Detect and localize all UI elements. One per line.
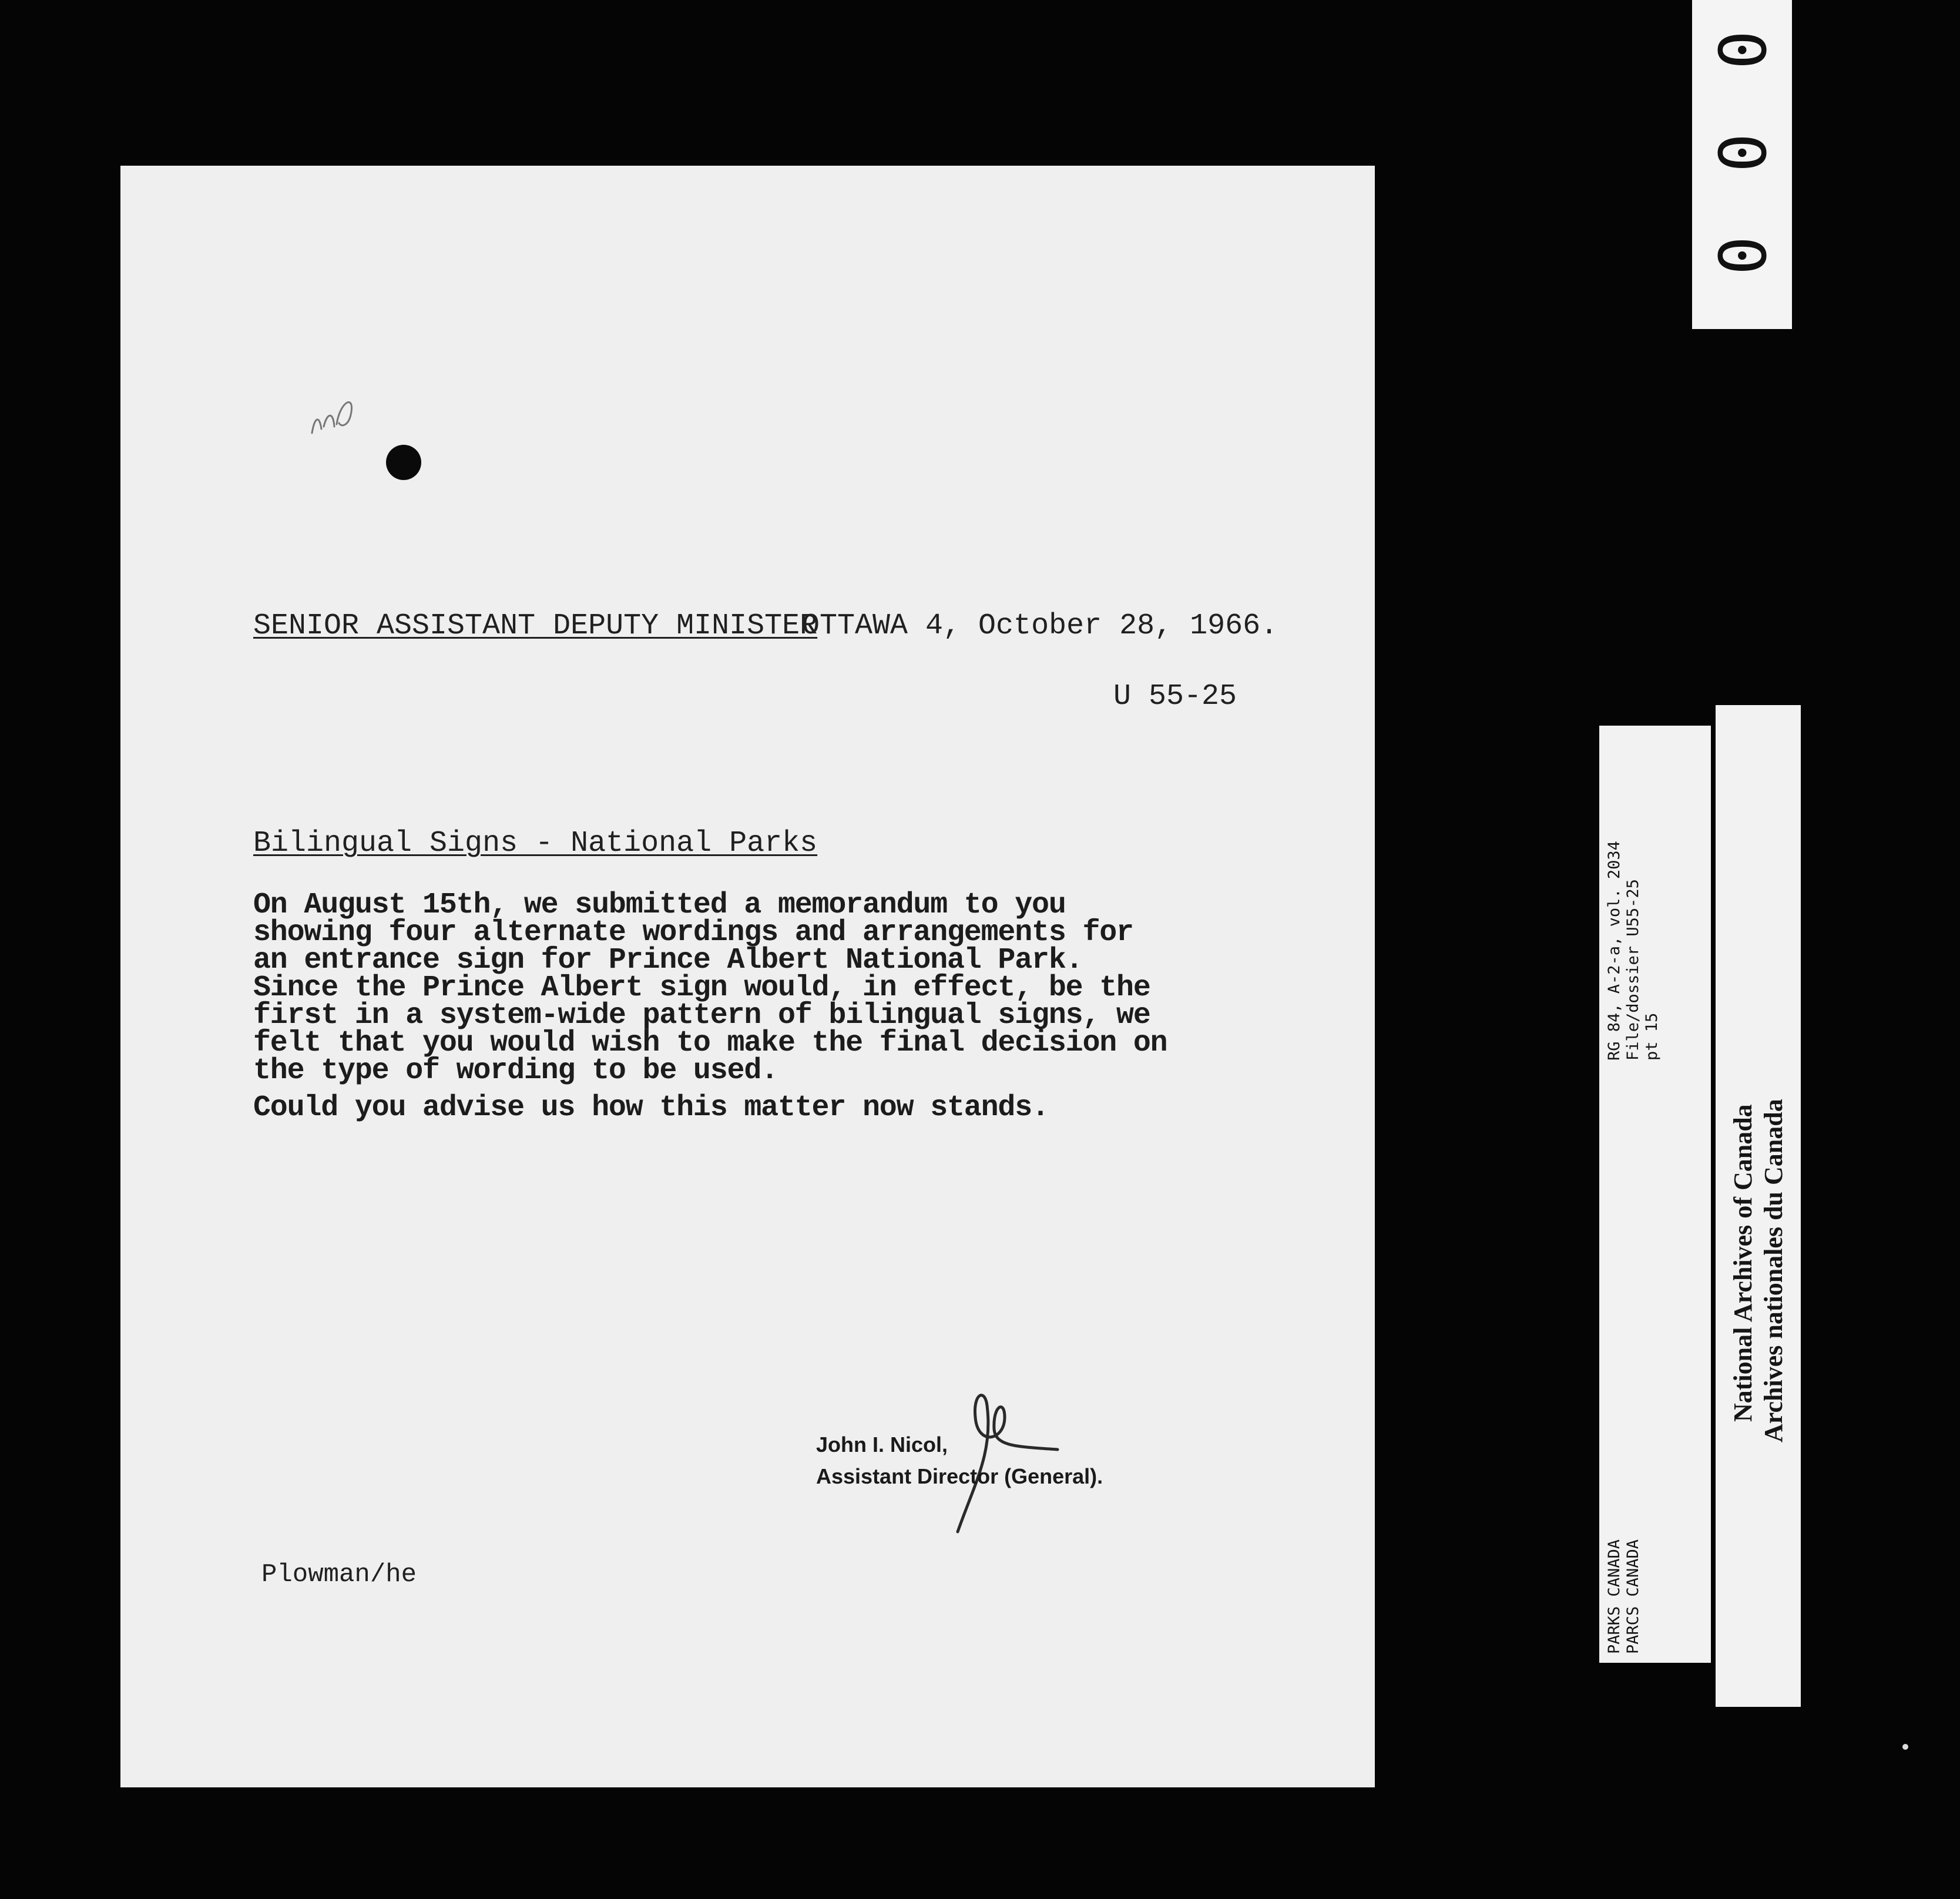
part-reference: pt 15 — [1643, 1012, 1661, 1061]
parks-canada-label — [1599, 726, 1711, 1663]
record-group-reference: RG 84, A-2-a, vol. 2034 — [1605, 841, 1623, 1061]
place-date: OTTAWA 4, October 28, 1966. — [802, 609, 1278, 643]
frame-counter — [1692, 0, 1792, 329]
signatory-name: John I. Nicol, — [816, 1432, 948, 1457]
signatory-title: Assistant Director (General). — [816, 1464, 1103, 1488]
pencil-mark-icon — [306, 377, 377, 442]
archives-french-name: Archives nationales du Canada — [1759, 1099, 1788, 1442]
frame-counter-digit: 0 — [1703, 236, 1778, 276]
dust-speck — [1902, 1744, 1908, 1750]
frame-counter-digit: 0 — [1703, 133, 1778, 173]
body-paragraph-1: On August 15th, we submitted a memorandum to you showing four alternate wordings and arrangements for an entrance sign for Prince Albert National Park. Since the Prince Albert sign would, in effect, be the first in a system-wide pattern of bilingual signs, we felt that you would wish to make the final decision on the type of wording to be used. — [253, 888, 1167, 1088]
parks-canada-line: PARKS CANADA — [1605, 1539, 1623, 1654]
addressee-heading: SENIOR ASSISTANT DEPUTY MINISTER — [253, 609, 818, 643]
typist-initials: Plowman/he — [261, 1560, 417, 1589]
memo-page — [120, 166, 1375, 1787]
file-dossier-reference: File/dossier U55-25 — [1624, 879, 1642, 1061]
subject-heading: Bilingual Signs - National Parks — [253, 827, 818, 860]
frame-counter-digit: 0 — [1703, 30, 1778, 70]
national-archives-label — [1716, 705, 1801, 1707]
body-paragraph-2: Could you advise us how this matter now stands. — [253, 1091, 1049, 1125]
parcs-canada-line: PARCS CANADA — [1624, 1539, 1642, 1654]
file-reference: U 55-25 — [1113, 680, 1237, 713]
punch-hole — [386, 445, 421, 480]
archives-english-name: National Archives of Canada — [1729, 1104, 1757, 1422]
